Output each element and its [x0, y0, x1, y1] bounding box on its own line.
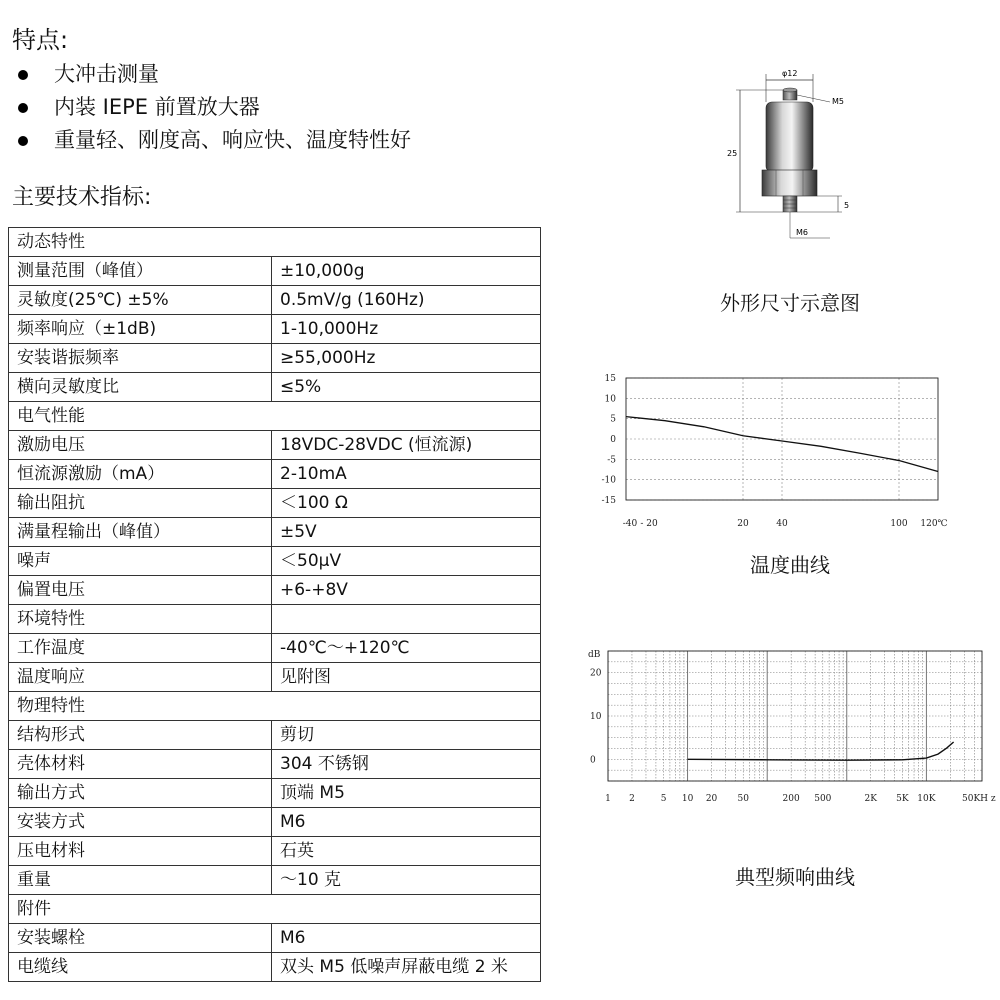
spec-row: [9, 460, 541, 489]
spec-row: [9, 837, 541, 866]
spec-section-row: [9, 895, 541, 924]
y-tick-label: 15: [604, 374, 616, 384]
spec-label: 输出方式: [9, 779, 272, 808]
dim-top-thread-label: M5: [832, 97, 844, 106]
spec-row: [9, 344, 541, 373]
y-tick-label: -5: [607, 455, 616, 466]
spec-value: [272, 605, 541, 634]
spec-label: 恒流源激励（mA）: [9, 460, 272, 489]
spec-row: [9, 315, 541, 344]
x-tick-label: 5: [660, 794, 667, 804]
spec-row: [9, 605, 541, 634]
spec-row: [9, 286, 541, 315]
spec-value: -40℃～+120℃: [272, 634, 541, 663]
x-tick-label: 2: [629, 794, 635, 804]
spec-label: 噪声: [9, 547, 272, 576]
spec-label: 压电材料: [9, 837, 272, 866]
spec-row: [9, 257, 541, 286]
x-tick-label: -40: [622, 519, 638, 529]
temp-chart-caption: 温度曲线: [750, 553, 830, 577]
dim-diameter-label: φ12: [782, 69, 798, 78]
y-tick-label: 20: [590, 668, 602, 679]
spec-label: 偏置电压: [9, 576, 272, 605]
spec-value: 双头 M5 低噪声屏蔽电缆 2 米: [272, 953, 541, 982]
features-title: 特点:: [12, 26, 69, 54]
x-tick-label: 1: [605, 794, 611, 804]
spec-label: 壳体材料: [9, 750, 272, 779]
specs-title: 主要技术指标:: [12, 185, 152, 210]
x-tick-label: 10: [681, 794, 694, 804]
spec-label: 温度响应: [9, 663, 272, 692]
spec-row: [9, 866, 541, 895]
spec-value: 1-10,000Hz: [272, 315, 541, 344]
spec-row: [9, 721, 541, 750]
feature-item: 内装 IEPE 前置放大器: [14, 91, 411, 124]
spec-label: 输出阻抗: [9, 489, 272, 518]
feature-item: 重量轻、刚度高、响应快、温度特性好: [14, 124, 411, 157]
bullet-icon: [18, 70, 28, 80]
y-tick-label: 5: [610, 414, 616, 425]
spec-label: 横向灵敏度比: [9, 373, 272, 402]
spec-value: 剪切: [272, 721, 541, 750]
spec-label: 安装螺栓: [9, 924, 272, 953]
dim-bottom-thread-label: M6: [796, 228, 808, 237]
sensor-outline-drawing: [720, 62, 860, 252]
spec-section-row: [9, 228, 541, 257]
spec-value: 见附图: [272, 663, 541, 692]
spec-row: [9, 431, 541, 460]
spec-value: ±10,000g: [272, 257, 541, 286]
spec-value: 304 不锈钢: [272, 750, 541, 779]
x-tick-label: 200: [782, 794, 800, 804]
x-tick-label: 20: [737, 519, 749, 529]
x-tick-label: 20: [705, 794, 718, 804]
spec-value: ＜50μV: [272, 547, 541, 576]
spec-value: M6: [272, 808, 541, 837]
spec-row: [9, 489, 541, 518]
spec-row: [9, 924, 541, 953]
features-list: [14, 58, 411, 157]
frequency-response-chart: [586, 645, 996, 805]
dim-height-label: 25: [727, 149, 738, 158]
spec-value: ≥55,000Hz: [272, 344, 541, 373]
y-tick-label: 0: [610, 435, 616, 445]
spec-section-row: [9, 402, 541, 431]
spec-value: 0.5mV/g (160Hz): [272, 286, 541, 315]
spec-row: [9, 634, 541, 663]
spec-value: +6-+8V: [272, 576, 541, 605]
spec-row: [9, 547, 541, 576]
spec-table: [8, 227, 541, 982]
y-tick-label: -15: [601, 496, 616, 506]
spec-value: ＜100 Ω: [272, 489, 541, 518]
spec-label: 安装方式: [9, 808, 272, 837]
spec-section-title: 附件: [9, 895, 541, 924]
x-tick-label: 500: [814, 794, 832, 804]
spec-value: ≤5%: [272, 373, 541, 402]
spec-label: 安装谐振频率: [9, 344, 272, 373]
spec-row: [9, 779, 541, 808]
spec-value: 18VDC-28VDC (恒流源): [272, 431, 541, 460]
spec-label: 电缆线: [9, 953, 272, 982]
spec-label: 满量程输出（峰值）: [9, 518, 272, 547]
x-tick-label: 120℃: [920, 519, 948, 529]
spec-row: [9, 663, 541, 692]
x-tick-label: 2K: [864, 794, 877, 804]
outline-caption: 外形尺寸示意图: [720, 291, 860, 315]
spec-section-title: 物理特性: [9, 692, 541, 721]
spec-row: [9, 576, 541, 605]
spec-label: 频率响应（±1dB): [9, 315, 272, 344]
x-tick-label: 100: [890, 519, 908, 529]
spec-value: 2-10mA: [272, 460, 541, 489]
spec-label: 结构形式: [9, 721, 272, 750]
y-tick-label: 10: [604, 394, 616, 405]
spec-section-title: 电气性能: [9, 402, 541, 431]
y-axis-unit-label: dB: [588, 650, 601, 660]
spec-row: [9, 953, 541, 982]
x-tick-label: 40: [776, 519, 788, 529]
spec-value: M6: [272, 924, 541, 953]
x-tick-label: 50: [737, 794, 749, 804]
x-tick-label: 10K: [917, 794, 936, 804]
x-tick-label: 5K: [896, 794, 909, 804]
spec-label: 工作温度: [9, 634, 272, 663]
y-tick-label: -10: [601, 475, 616, 486]
x-tick-label: - 20: [640, 519, 658, 529]
spec-label: 测量范围（峰值）: [9, 257, 272, 286]
spec-section-title: 动态特性: [9, 228, 541, 257]
spec-value: 顶端 M5: [272, 779, 541, 808]
freq-chart-caption: 典型频响曲线: [735, 865, 855, 889]
spec-label: 灵敏度(25℃) ±5%: [9, 286, 272, 315]
y-tick-label: 10: [590, 712, 602, 722]
temperature-chart: [590, 366, 960, 529]
spec-row: [9, 373, 541, 402]
spec-label: 重量: [9, 866, 272, 895]
spec-row: [9, 750, 541, 779]
bullet-icon: [18, 136, 28, 146]
spec-label: 激励电压: [9, 431, 272, 460]
spec-value: ～10 克: [272, 866, 541, 895]
x-tick-label: 50KH z: [962, 794, 996, 804]
dim-stud-length-label: 5: [844, 201, 850, 210]
feature-item: 大冲击测量: [14, 58, 411, 91]
spec-value: ±5V: [272, 518, 541, 547]
spec-value: 石英: [272, 837, 541, 866]
bullet-icon: [18, 103, 28, 113]
spec-label: 环境特性: [9, 605, 272, 634]
y-tick-label: 0: [590, 755, 596, 766]
spec-section-row: [9, 692, 541, 721]
spec-row: [9, 518, 541, 547]
spec-row: [9, 808, 541, 837]
frequency-series-line: [688, 742, 954, 760]
